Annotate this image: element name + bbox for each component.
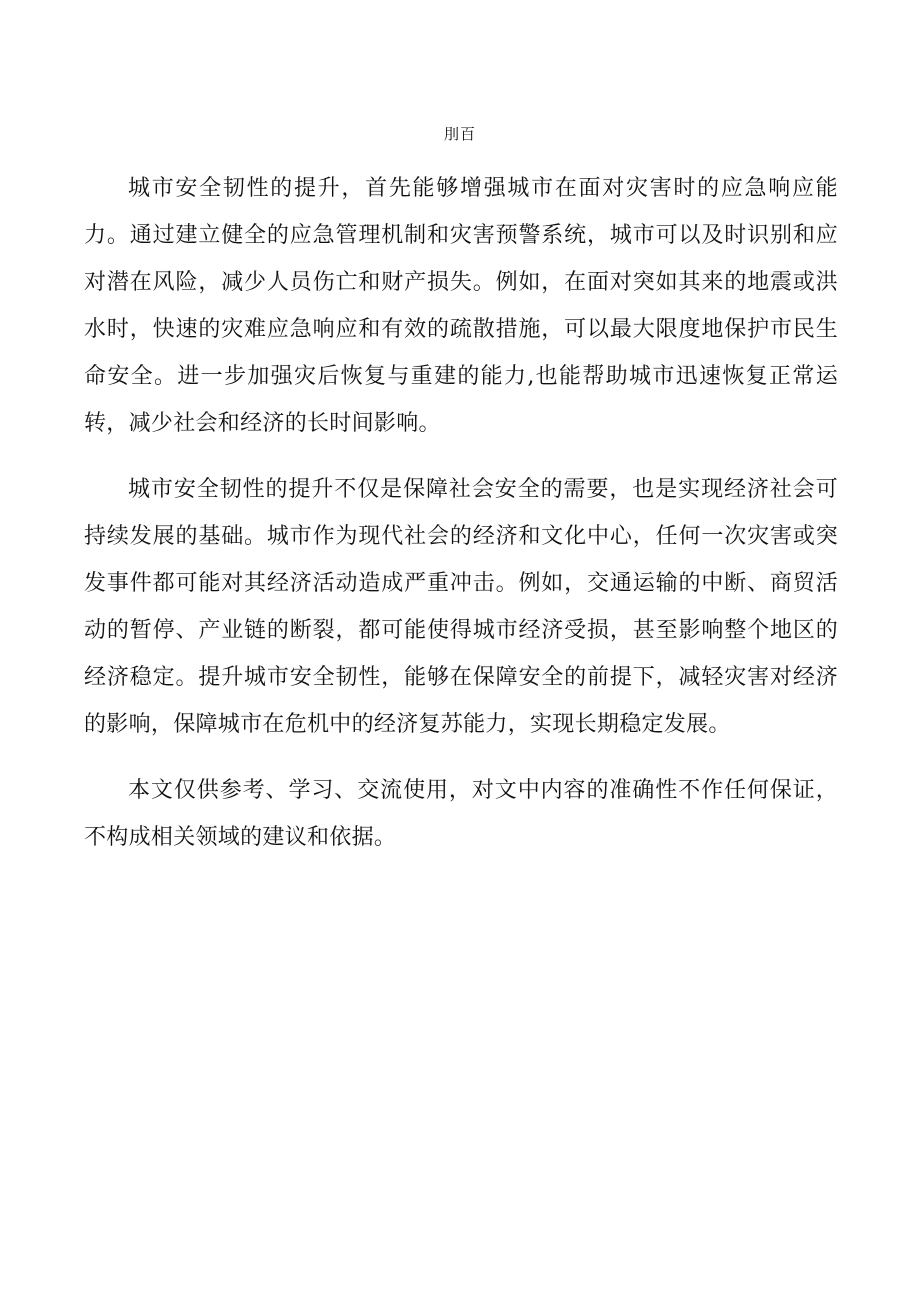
page-title: 刖百 — [443, 125, 476, 143]
paragraph-emergency-response: 城市安全韧性的提升，首先能够增强城市在面对灾害时的应急响应能力。通过建立健全的应急管理机制和灾害预警系统，城市可以及时识别和应对潜在风险，减少人员伤亡和财产损失。例如，在面对突如其来的地震或洪水时，快速的灾难应急响应和有效的疏散措施，可以最大限度地保护市民生命安全。进一步加强灾后恢复与重建的能力,也能帮助城市迅速恢复正常运转，减少社会和经济的长时间影响。 — [84, 176, 838, 436]
paragraph-disclaimer: 本文仅供参考、学习、交流使用，对文中内容的准确性不作任何保证，不构成相关领域的建议和依据。 — [84, 778, 838, 850]
document-body — [84, 165, 838, 880]
paragraph-economic-development: 城市安全韧性的提升不仅是保障社会安全的需要，也是实现经济社会可持续发展的基础。城市作为现代社会的经济和文化中心，任何一次灾害或突发事件都可能对其经济活动造成严重冲击。例如，交通运输的中断、商贸活动的暂停、产业链的断裂，都可能使得城市经济受损，甚至影响整个地区的经济稳定。提升城市安全韧性，能够在保障安全的前提下，减轻灾害对经济的影响，保障城市在危机中的经济复苏能力，实现长期稳定发展。 — [84, 477, 838, 737]
